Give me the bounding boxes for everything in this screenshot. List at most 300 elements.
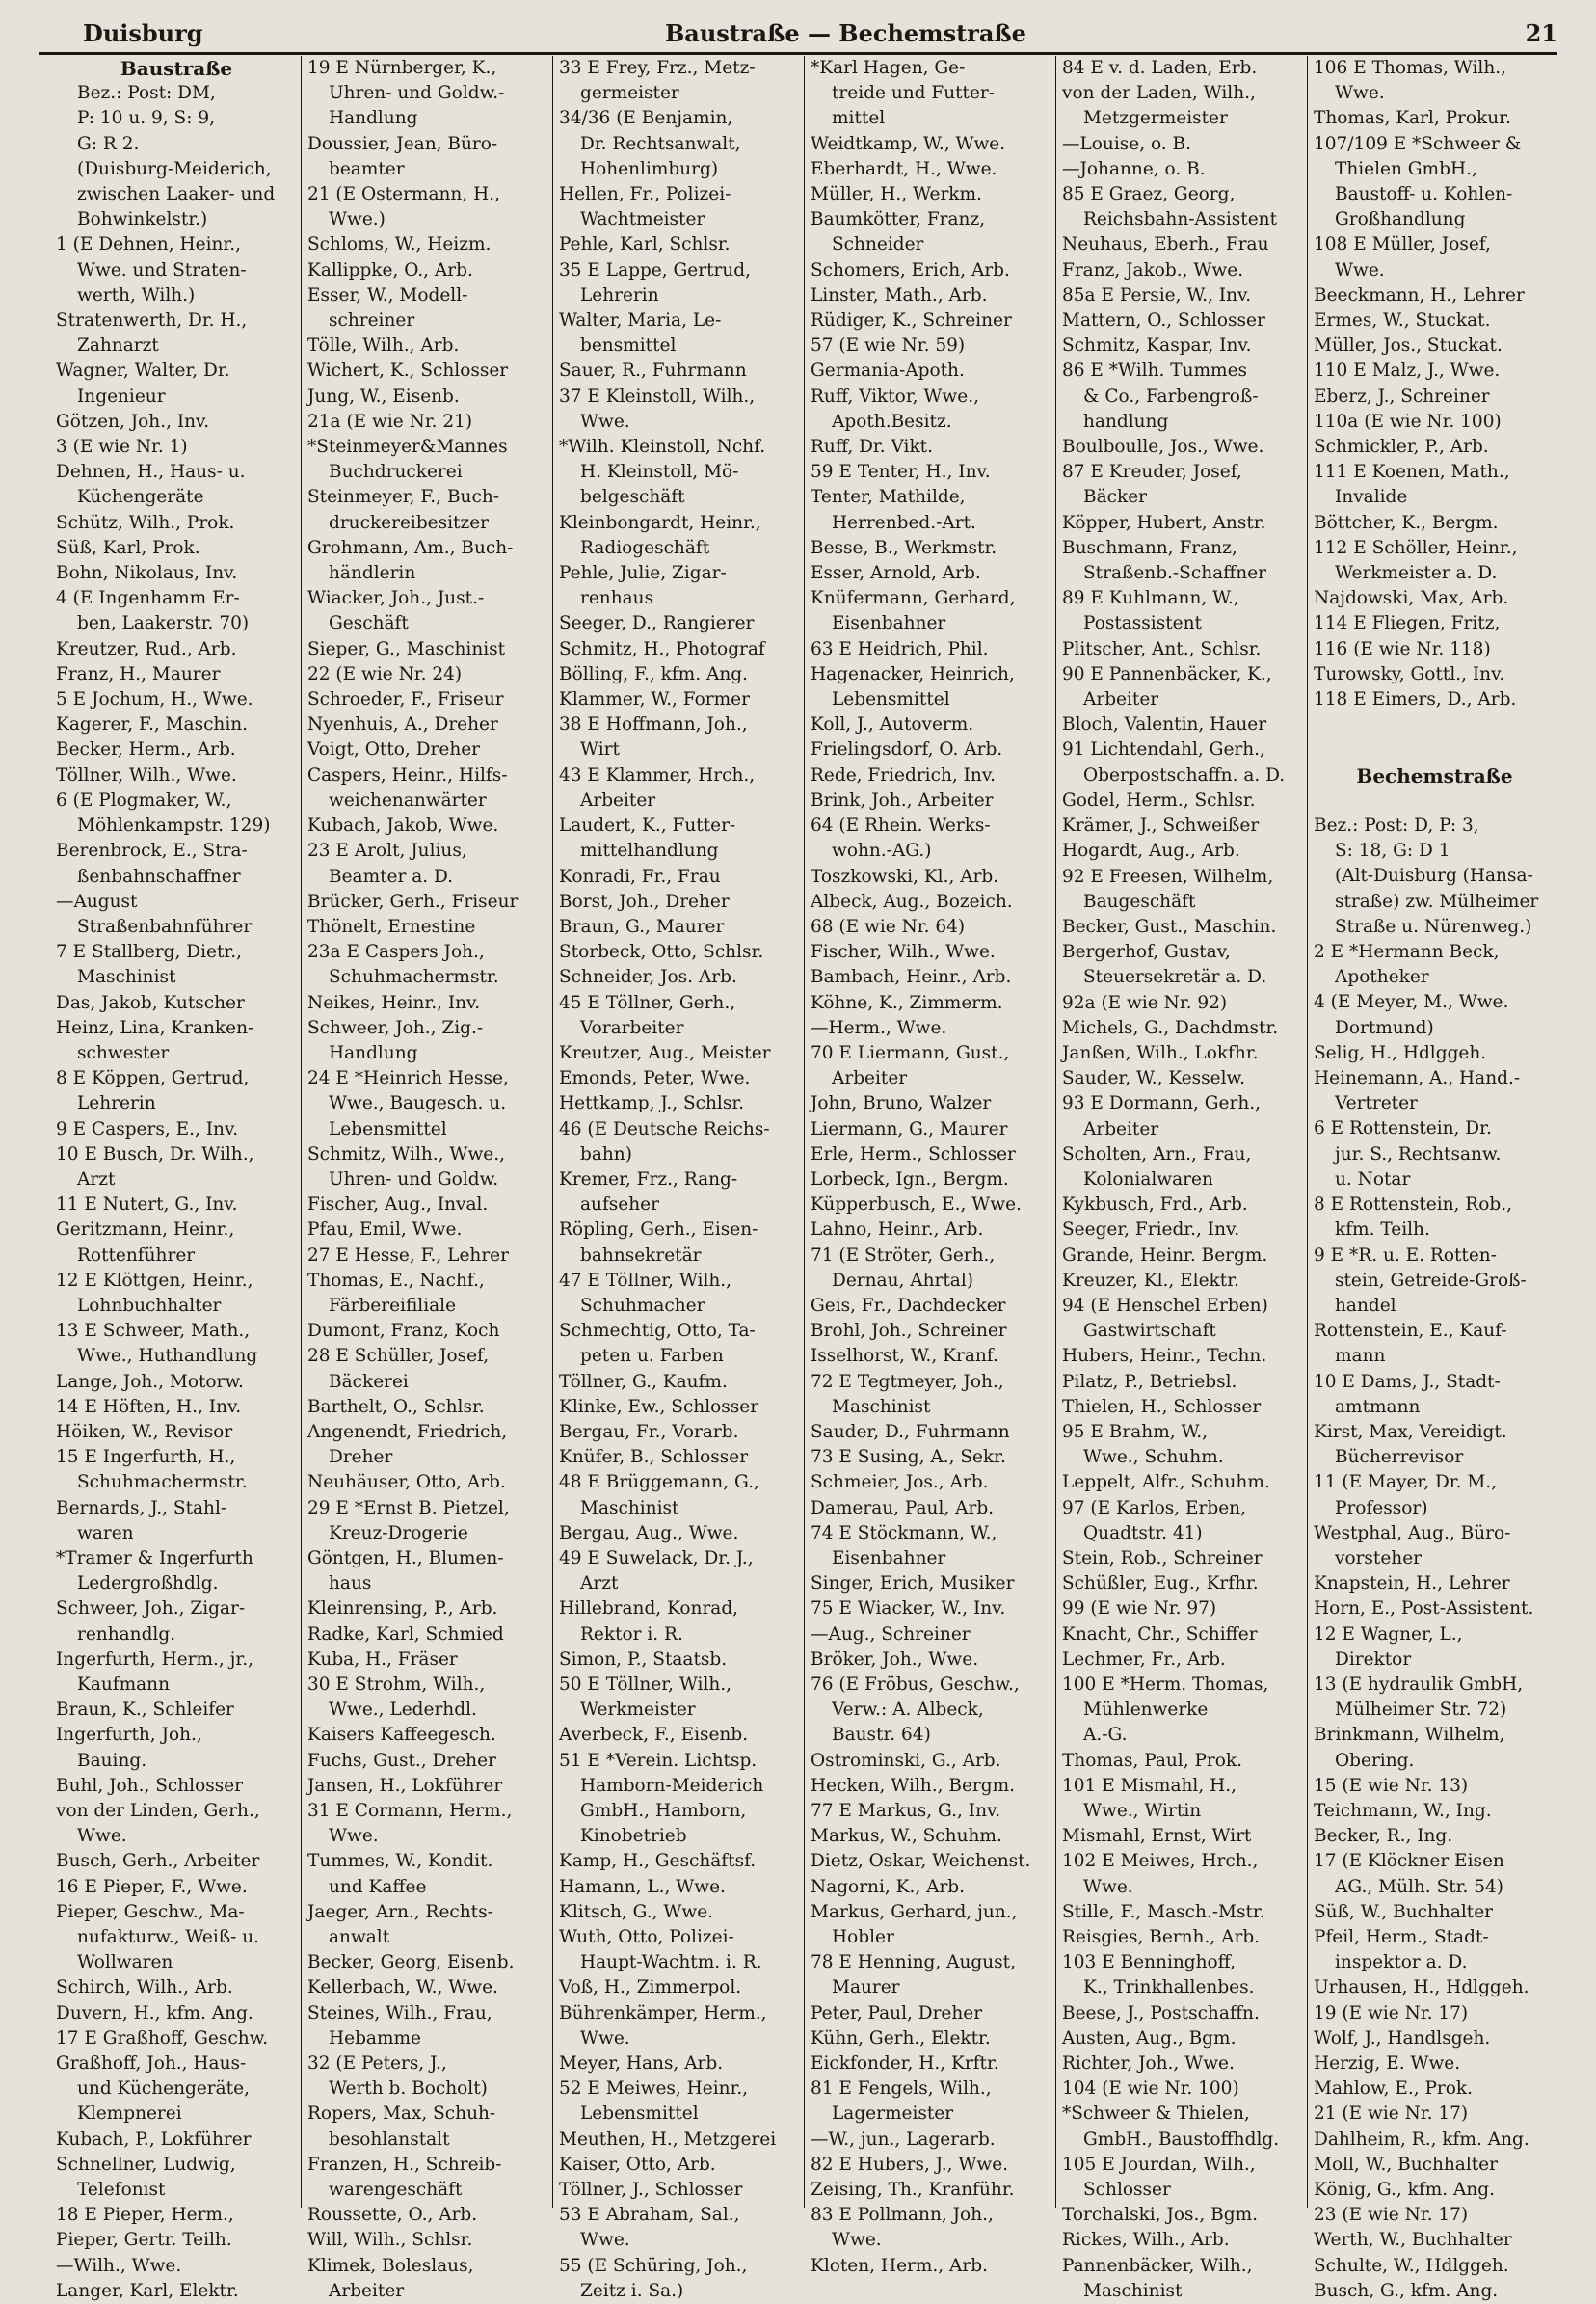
- directory-entry-line: Pfeil, Herm., Stadt-: [1314, 1926, 1489, 1947]
- directory-entry-line: Baugeschäft: [1083, 891, 1196, 912]
- directory-entry-line: Müller, Jos., Stuckat.: [1314, 335, 1503, 357]
- directory-entry-line: Thomas, Karl, Prokur.: [1314, 108, 1511, 129]
- directory-entry-line: Kreutzer, Aug., Meister: [559, 1042, 771, 1063]
- directory-entry-line: (Duisburg-Meiderich,: [77, 158, 272, 179]
- directory-entry-line: 27 E Hesse, F., Lehrer: [307, 1245, 509, 1266]
- directory-entry-line: —August: [56, 891, 138, 912]
- directory-entry-line: Göntgen, H., Blumen-: [307, 1547, 504, 1568]
- directory-entry-line: Bohwinkelstr.): [77, 209, 208, 230]
- directory-entry-line: Buschmann, Franz,: [1062, 537, 1237, 558]
- directory-entry-line: Dumont, Franz, Koch: [307, 1321, 500, 1342]
- directory-entry-line: anwalt: [329, 1927, 390, 1948]
- directory-entry-line: Hebamme: [329, 2027, 421, 2049]
- spacer: [1314, 737, 1556, 763]
- directory-entry-line: Esser, W., Modell-: [307, 284, 468, 306]
- directory-entry-line: Hamborn-Meiderich: [580, 1775, 764, 1796]
- directory-entry-line: Sauder, W., Kesselw.: [1062, 1068, 1246, 1089]
- street-heading: Bechemstraße: [1356, 764, 1513, 788]
- directory-columns: [50, 56, 1561, 2301]
- directory-entry-line: Knapstein, H., Lehrer: [1314, 1573, 1510, 1594]
- directory-entry-line: H. Kleinstoll, Mö-: [580, 462, 739, 483]
- directory-entry-line: beamter: [329, 158, 405, 179]
- directory-entry-line: Kykbusch, Frd., Arb.: [1062, 1194, 1248, 1216]
- directory-entry-line: Ruff, Dr. Vikt.: [811, 437, 933, 458]
- directory-entry-line: Ingerfurth, Herm., jr.,: [56, 1648, 253, 1670]
- directory-entry-line: Kaufmann: [77, 1674, 171, 1695]
- directory-entry-line: Schirch, Wilh., Arb.: [56, 1977, 233, 1998]
- directory-entry-line: Herzig, E. Wwe.: [1314, 2053, 1461, 2074]
- directory-entry-line: besohlanstalt: [329, 2129, 450, 2150]
- directory-entry-line: 51 E *Verein. Lichtsp.: [559, 1750, 758, 1771]
- directory-entry-line: Singer, Erich, Musiker: [811, 1573, 1015, 1594]
- directory-entry-line: 73 E Susing, A., Sekr.: [811, 1447, 1006, 1468]
- directory-entry-line: & Co., Farbengroß-: [1083, 386, 1259, 407]
- directory-entry-line: Wolf, J., Handlsgeh.: [1314, 2027, 1491, 2049]
- directory-entry-line: 103 E Benninghoff,: [1062, 1952, 1237, 1973]
- directory-entry-line: A.-G.: [1083, 1725, 1128, 1746]
- directory-entry-line: Averbeck, F., Eisenb.: [559, 1725, 749, 1746]
- directory-entry-line: Neuhäuser, Otto, Arb.: [307, 1472, 506, 1493]
- directory-entry-line: Herrenbed.-Art.: [832, 512, 976, 533]
- directory-entry-line: Großhandlung: [1335, 209, 1466, 230]
- directory-entry-line: Storbeck, Otto, Schlsr.: [559, 942, 764, 963]
- directory-entry-line: Handlung: [329, 108, 418, 129]
- directory-entry-line: König, G., kfm. Ang.: [1314, 2180, 1496, 2201]
- directory-entry-line: druckereibesitzer: [329, 512, 490, 533]
- directory-entry-line: 24 E *Heinrich Hesse,: [307, 1068, 509, 1089]
- directory-entry-line: Germania-Apoth.: [811, 361, 965, 382]
- directory-entry-line: peten u. Farben: [580, 1346, 724, 1367]
- directory-entry-line: Verw.: A. Albeck,: [832, 1700, 984, 1721]
- directory-entry-line: Knüfer, B., Schlosser: [559, 1447, 749, 1468]
- directory-entry-line: Beamter a. D.: [329, 866, 454, 887]
- directory-entry-line: P: 10 u. 9, S: 9,: [77, 108, 215, 129]
- directory-entry-line: Becker, Herm., Arb.: [56, 739, 236, 761]
- directory-entry-line: u. Notar: [1335, 1168, 1411, 1190]
- directory-entry-line: Stratenwerth, Dr. H.,: [56, 310, 248, 332]
- directory-entry-line: Buhl, Joh., Schlosser: [56, 1775, 243, 1796]
- directory-entry-line: Bergerhof, Gustav,: [1062, 942, 1231, 963]
- directory-entry-line: Rickes, Wilh., Arb.: [1062, 2230, 1230, 2251]
- directory-entry-line: —Herm., Wwe.: [811, 1017, 947, 1038]
- directory-entry-line: 57 (E wie Nr. 59): [811, 335, 966, 357]
- directory-entry-line: Zahnarzt: [77, 335, 159, 357]
- directory-entry-line: Godel, Herm., Schlsr.: [1062, 790, 1256, 811]
- directory-entry-line: Metzgermeister: [1083, 108, 1228, 129]
- directory-entry-line: 15 E Ingerfurth, H.,: [56, 1447, 236, 1468]
- directory-entry-line: schreiner: [329, 310, 415, 332]
- directory-entry-line: Bez.: Post: D, P: 3,: [1314, 816, 1479, 837]
- spacer: [1314, 712, 1556, 737]
- directory-entry-line: Kleinrensing, P., Arb.: [307, 1598, 498, 1620]
- directory-entry-line: Franz, Jakob., Wwe.: [1062, 259, 1244, 281]
- directory-entry-line: 104 (E wie Nr. 100): [1062, 2078, 1239, 2100]
- directory-entry-line: 84 E v. d. Laden, Erb.: [1062, 58, 1258, 78]
- directory-entry-line: Kuba, H., Fräser: [307, 1648, 458, 1670]
- directory-entry-line: Kamp, H., Geschäftsf.: [559, 1851, 757, 1872]
- directory-entry-line: wohn.-AG.): [832, 841, 932, 862]
- directory-entry-line: Langer, Karl, Elektr.: [56, 2280, 239, 2301]
- directory-entry-line: Jansen, H., Lokführer: [307, 1775, 503, 1796]
- directory-entry-line: bahn): [580, 1143, 632, 1165]
- directory-entry-line: Schmeier, Jos., Arb.: [811, 1472, 989, 1493]
- directory-entry-line: Wwe.: [1335, 259, 1385, 281]
- directory-entry-line: Mismahl, Ernst, Wirt: [1062, 1826, 1252, 1847]
- directory-entry-line: Wwe., Huthandlung: [77, 1346, 258, 1367]
- directory-entry-line: Linster, Math., Arb.: [811, 284, 988, 306]
- directory-entry-line: Bergau, Aug., Wwe.: [559, 1522, 739, 1543]
- directory-entry-line: Werkmeister: [580, 1700, 696, 1721]
- directory-entry-line: Lebensmittel: [832, 689, 950, 710]
- directory-entry-line: G: R 2.: [77, 133, 140, 154]
- directory-entry-line: Kreutzer, Rud., Arb.: [56, 638, 237, 659]
- directory-entry-line: Kolonialwaren: [1083, 1168, 1213, 1190]
- directory-entry-line: 35 E Lappe, Gertrud,: [559, 259, 752, 281]
- directory-entry-line: Krämer, J., Schweißer: [1062, 816, 1260, 837]
- directory-entry-line: 53 E Abraham, Sal.,: [559, 2205, 740, 2226]
- directory-entry-line: Kleinbongardt, Heinr.,: [559, 512, 761, 533]
- directory-entry-line: Schuhmachermstr.: [329, 967, 499, 988]
- directory-entry-line: Invalide: [1335, 487, 1408, 508]
- directory-entry-line: Wollwaren: [77, 1952, 173, 1973]
- directory-entry-line: 5 E Jochum, H., Wwe.: [56, 689, 253, 710]
- directory-entry-line: renhandlg.: [77, 1623, 176, 1645]
- directory-entry-line: 28 E Schüller, Josef,: [307, 1346, 490, 1367]
- directory-entry-line: 114 E Fliegen, Fritz,: [1314, 613, 1501, 634]
- directory-entry-line: Markus, W., Schuhm.: [811, 1826, 1002, 1847]
- directory-entry-line: Sauer, R., Fuhrmann: [559, 361, 747, 382]
- directory-entry-line: John, Bruno, Walzer: [811, 1093, 992, 1114]
- directory-entry-line: Dehnen, H., Haus- u.: [56, 462, 246, 483]
- directory-entry-line: 86 E *Wilh. Tummes: [1062, 361, 1248, 382]
- directory-entry-line: 21a (E wie Nr. 21): [307, 411, 473, 432]
- directory-entry-line: Professor): [1335, 1497, 1428, 1518]
- directory-entry-line: Tenter, Mathilde,: [811, 487, 966, 508]
- directory-entry-line: Schüßler, Eug., Krfhr.: [1062, 1573, 1259, 1594]
- directory-entry-line: Pehle, Julie, Zigar-: [559, 563, 727, 584]
- directory-entry-line: Apotheker: [1335, 967, 1429, 988]
- directory-entry-line: Plitscher, Ant., Schlsr.: [1062, 638, 1262, 659]
- directory-entry-line: Frielingsdorf, O. Arb.: [811, 739, 1003, 761]
- directory-entry-line: Hillebrand, Konrad,: [559, 1598, 739, 1620]
- directory-entry-line: 76 (E Fröbus, Geschw.,: [811, 1674, 1020, 1695]
- directory-entry-line: Austen, Aug., Bgm.: [1062, 2027, 1237, 2049]
- directory-entry-line: Kremer, Frz., Rang-: [559, 1168, 738, 1190]
- directory-entry-line: Stein, Rob., Schreiner: [1062, 1547, 1263, 1568]
- directory-entry-line: Najdowski, Max, Arb.: [1314, 588, 1509, 609]
- directory-entry-line: Emonds, Peter, Wwe.: [559, 1068, 751, 1089]
- directory-entry-line: 64 (E Rhein. Werks-: [811, 816, 991, 837]
- directory-entry-line: Pilatz, P., Betriebsl.: [1062, 1371, 1237, 1392]
- directory-entry-line: 95 E Brahm, W.,: [1062, 1421, 1209, 1442]
- directory-entry-line: Bröker, Joh., Wwe.: [811, 1648, 979, 1670]
- directory-entry-line: Braun, G., Maurer: [559, 916, 725, 937]
- directory-entry-line: germeister: [580, 83, 679, 104]
- directory-entry-line: Ostrominski, G., Arb.: [811, 1750, 1001, 1771]
- directory-entry-line: Erle, Herm., Schlosser: [811, 1143, 1016, 1165]
- directory-entry-line: Uhren- und Goldw.: [329, 1168, 499, 1190]
- directory-entry-line: Westphal, Aug., Büro-: [1314, 1522, 1511, 1543]
- directory-entry-line: S: 18, G: D 1: [1335, 841, 1450, 862]
- directory-entry-line: Schuhmachermstr.: [77, 1472, 248, 1493]
- directory-column: [1308, 56, 1559, 2301]
- directory-entry-line: 92a (E wie Nr. 92): [1062, 992, 1228, 1013]
- directory-entry-line: Färbereifiliale: [329, 1295, 457, 1316]
- directory-entry-line: 91 Lichtendahl, Gerh.,: [1062, 739, 1265, 761]
- directory-entry-line: Lechmer, Fr., Arb.: [1062, 1648, 1226, 1670]
- directory-entry-line: Töllner, J., Schlosser: [559, 2180, 743, 2201]
- directory-entry-line: 101 E Mismahl, H.,: [1062, 1775, 1237, 1796]
- directory-entry-line: bensmittel: [580, 335, 677, 357]
- directory-entry-line: 55 (E Schüring, Joh.,: [559, 2255, 748, 2276]
- directory-entry-line: waren: [77, 1522, 134, 1543]
- directory-entry-line: Berenbrock, E., Stra-: [56, 841, 248, 862]
- directory-entry-line: Apoth.Besitz.: [832, 411, 952, 432]
- directory-entry-line: Schweer, Joh., Zigar-: [56, 1598, 246, 1620]
- directory-entry-line: Hohenlimburg): [580, 158, 719, 179]
- directory-entry-line: 112 E Schöller, Heinr.,: [1314, 537, 1518, 558]
- directory-entry-line: 10 E Dams, J., Stadt-: [1314, 1371, 1501, 1392]
- directory-entry-line: Scholten, Arn., Frau,: [1062, 1143, 1252, 1165]
- directory-entry-line: Caspers, Heinr., Hilfs-: [307, 764, 508, 786]
- directory-entry-line: Postassistent: [1083, 613, 1202, 634]
- directory-entry-line: GmbH., Baustoffhdlg.: [1083, 2129, 1280, 2150]
- directory-entry-line: 32 (E Peters, J.,: [307, 2053, 447, 2075]
- directory-entry-line: Reichsbahn-Assistent: [1083, 209, 1278, 230]
- directory-entry-line: nufakturw., Weiß- u.: [77, 1927, 260, 1948]
- directory-entry-line: treide und Futter-: [832, 83, 996, 104]
- directory-entry-line: 17 (E Klöckner Eisen: [1314, 1851, 1504, 1872]
- directory-entry-line: 43 E Klammer, Hrch.,: [559, 764, 756, 786]
- directory-entry-line: inspektor a. D.: [1335, 1952, 1468, 1973]
- directory-entry-line: 13 (E hydraulik GmbH,: [1314, 1674, 1524, 1695]
- directory-entry-line: Koll, J., Autoverm.: [811, 714, 974, 736]
- directory-entry-line: Geschäft: [329, 613, 409, 634]
- directory-entry-line: Mühlenwerke: [1083, 1700, 1209, 1721]
- directory-entry-line: Straßenbahnführer: [77, 916, 253, 937]
- directory-entry-line: 111 E Koenen, Math.,: [1314, 462, 1510, 483]
- directory-entry-line: 13 E Schweer, Math.,: [56, 1321, 251, 1342]
- directory-entry-line: Horn, E., Post-Assistent.: [1314, 1598, 1534, 1620]
- directory-entry-line: Torchalski, Jos., Bgm.: [1062, 2205, 1259, 2226]
- directory-entry-line: Laudert, K., Futter-: [559, 816, 736, 837]
- directory-entry-line: Doussier, Jean, Büro-: [307, 133, 498, 154]
- directory-entry-line: handlung: [1083, 411, 1169, 432]
- directory-entry-line: Wirt: [580, 739, 620, 761]
- directory-entry-line: Vorarbeiter: [580, 1017, 684, 1038]
- directory-entry-line: 81 E Fengels, Wilh.,: [811, 2078, 992, 2100]
- directory-entry-line: Kallippke, O., Arb.: [307, 259, 473, 281]
- directory-entry-line: Knacht, Chr., Schiffer: [1062, 1623, 1258, 1645]
- directory-entry-line: Oberpostschaffn. a. D.: [1083, 764, 1286, 786]
- directory-entry-line: Handlung: [329, 1042, 418, 1063]
- directory-entry-line: Maschinist: [580, 1497, 679, 1518]
- directory-entry-line: Eberhardt, H., Wwe.: [811, 158, 998, 179]
- directory-entry-line: Wichert, K., Schlosser: [307, 361, 509, 382]
- directory-entry-line: Arbeiter: [580, 790, 656, 811]
- directory-entry-line: Kellerbach, W., Wwe.: [307, 1977, 498, 1998]
- directory-entry-line: 77 E Markus, G., Inv.: [811, 1801, 1001, 1822]
- directory-entry-line: und Kaffee: [329, 1876, 427, 1897]
- page-header: [39, 13, 1557, 55]
- directory-entry-line: Konradi, Fr., Frau: [559, 866, 721, 887]
- directory-entry-line: Schmitz, H., Photograf: [559, 638, 765, 659]
- directory-entry-line: 23a E Caspers Joh.,: [307, 942, 485, 963]
- directory-entry-line: Thomas, Paul, Prok.: [1062, 1750, 1242, 1771]
- directory-entry-line: Bohn, Nikolaus, Inv.: [56, 563, 238, 584]
- directory-entry-line: —Louise, o. B.: [1062, 133, 1192, 154]
- directory-entry-line: Simon, P., Staatsb.: [559, 1648, 728, 1670]
- directory-entry-line: 22 (E wie Nr. 24): [307, 663, 463, 684]
- directory-entry-line: 19 (E wie Nr. 17): [1314, 2002, 1469, 2023]
- directory-entry-line: 1 (E Dehnen, Heinr.,: [56, 234, 241, 255]
- directory-entry-line: Pieper, Geschw., Ma-: [56, 1901, 245, 1922]
- directory-entry-line: Bäcker: [1083, 487, 1147, 508]
- directory-entry-line: Hettkamp, J., Schlsr.: [559, 1093, 745, 1114]
- directory-entry-line: 71 (E Ströter, Gerh.,: [811, 1245, 996, 1266]
- directory-entry-line: Ingerfurth, Joh.,: [56, 1725, 202, 1746]
- directory-entry-line: Lebensmittel: [329, 1118, 447, 1139]
- directory-entry-line: Fischer, Aug., Inval.: [307, 1194, 489, 1216]
- directory-entry-line: Klitsch, G., Wwe.: [559, 1901, 714, 1922]
- directory-entry-line: Schweer, Joh., Zig.-: [307, 1017, 484, 1038]
- directory-entry-line: Lorbeck, Ign., Bergm.: [811, 1168, 1009, 1190]
- directory-entry-line: aufseher: [580, 1194, 659, 1216]
- directory-entry-line: Becker, Georg, Eisenb.: [307, 1952, 515, 1973]
- directory-entry-line: amtmann: [1335, 1396, 1421, 1417]
- directory-entry-line: werth, Wilh.): [77, 284, 196, 306]
- directory-entry-line: 30 E Strohm, Wilh.,: [307, 1674, 486, 1695]
- directory-entry-line: Maurer: [832, 1977, 900, 1998]
- directory-entry-line: Maschinist: [832, 1396, 931, 1417]
- directory-entry-line: Wwe.: [580, 411, 630, 432]
- directory-entry-line: Geritzmann, Heinr.,: [56, 1219, 235, 1241]
- directory-entry-line: Bloch, Valentin, Hauer: [1062, 714, 1267, 736]
- directory-entry-line: Sieper, G., Maschinist: [307, 638, 506, 659]
- directory-column: [50, 56, 302, 2301]
- directory-entry-line: Bücherrevisor: [1335, 1447, 1464, 1468]
- directory-entry-line: 21 (E Ostermann, H.,: [307, 184, 500, 205]
- directory-entry-line: Direktor: [1335, 1648, 1412, 1670]
- directory-entry-line: Meuthen, H., Metzgerei: [559, 2129, 777, 2150]
- directory-entry-line: 93 E Dormann, Gerh.,: [1062, 1093, 1262, 1114]
- directory-entry-line: Das, Jakob, Kutscher: [56, 992, 245, 1013]
- directory-entry-line: 17 E Graßhoff, Geschw.: [56, 2027, 269, 2049]
- directory-entry-line: und Küchengeräte,: [77, 2078, 250, 2100]
- directory-entry-line: Neikes, Heinr., Inv.: [307, 992, 481, 1013]
- directory-entry-line: Klammer, W., Former: [559, 689, 750, 710]
- directory-entry-line: Küchengeräte: [77, 487, 204, 508]
- directory-entry-line: Damerau, Paul, Arb.: [811, 1497, 995, 1518]
- header-street-range: Baustraße — Bechemstraße: [665, 19, 1026, 47]
- directory-entry-line: Bergau, Fr., Vorarb.: [559, 1421, 739, 1442]
- directory-entry-line: Rottenstein, E., Kauf-: [1314, 1321, 1507, 1342]
- directory-entry-line: mittelhandlung: [580, 841, 719, 862]
- directory-entry-line: 90 E Pannenbäcker, K.,: [1062, 663, 1272, 684]
- directory-entry-line: Wiacker, Joh., Just.-: [307, 588, 485, 609]
- directory-entry-line: Töllner, G., Kaufm.: [559, 1371, 728, 1392]
- directory-entry-line: Pannenbäcker, Wilh.,: [1062, 2255, 1253, 2276]
- directory-entry-line: (Alt-Duisburg (Hansa-: [1335, 866, 1533, 887]
- directory-entry-line: Telefonist: [77, 2180, 166, 2201]
- directory-entry-line: Braun, K., Schleifer: [56, 1700, 234, 1721]
- directory-entry-line: 107/109 E *Schweer &: [1314, 133, 1522, 154]
- directory-entry-line: Zeitz i. Sa.): [580, 2280, 684, 2301]
- directory-entry-line: Hagenacker, Heinrich,: [811, 663, 1015, 684]
- directory-entry-line: Schloms, W., Heizm.: [307, 234, 492, 255]
- directory-entry-line: Walter, Maria, Le-: [559, 310, 722, 332]
- directory-entry-line: GmbH., Hamborn,: [580, 1801, 747, 1822]
- directory-entry-line: Markus, Gerhard, jun.,: [811, 1901, 1018, 1922]
- directory-entry-line: Brink, Joh., Arbeiter: [811, 790, 994, 811]
- directory-entry-line: Ruff, Viktor, Wwe.,: [811, 386, 979, 407]
- directory-entry-line: Hamann, L., Wwe.: [559, 1876, 726, 1897]
- directory-entry-line: Schmickler, P., Arb.: [1314, 437, 1489, 458]
- directory-entry-line: Meyer, Hans, Arb.: [559, 2053, 724, 2075]
- directory-entry-line: 3 (E wie Nr. 1): [56, 437, 188, 458]
- directory-entry-line: Kirst, Max, Vereidigt.: [1314, 1421, 1507, 1442]
- directory-entry-line: Voß, H., Zimmerpol.: [559, 1977, 742, 1998]
- directory-entry-line: Arbeiter: [1083, 689, 1159, 710]
- directory-entry-line: 46 (E Deutsche Reichs-: [559, 1118, 770, 1139]
- directory-entry-line: Hogardt, Aug., Arb.: [1062, 841, 1240, 862]
- directory-entry-line: Franz, H., Maurer: [56, 663, 221, 684]
- directory-entry-line: Lahno, Heinr., Arb.: [811, 1219, 984, 1241]
- directory-entry-line: Rede, Friedrich, Inv.: [811, 764, 996, 786]
- directory-entry-line: —W., jun., Lagerarb.: [811, 2129, 996, 2150]
- directory-entry-line: Kreuz-Drogerie: [329, 1522, 468, 1543]
- directory-entry-line: 12 E Wagner, L.,: [1314, 1623, 1463, 1645]
- directory-entry-line: 94 (E Henschel Erben): [1062, 1295, 1268, 1316]
- directory-entry-line: Seeger, Friedr., Inv.: [1062, 1219, 1240, 1241]
- directory-entry-line: 8 E Rottenstein, Rob.,: [1314, 1194, 1512, 1216]
- directory-entry-line: Rottenführer: [77, 1245, 196, 1266]
- directory-entry-line: schwester: [77, 1042, 170, 1063]
- directory-entry-line: *Karl Hagen, Ge-: [811, 58, 966, 78]
- directory-entry-line: Dietz, Oskar, Weichenst.: [811, 1851, 1031, 1872]
- directory-entry-line: 108 E Müller, Josef,: [1314, 234, 1491, 255]
- directory-entry-line: Götzen, Joh., Inv.: [56, 411, 210, 432]
- directory-entry-line: Steinmeyer, F., Buch-: [307, 487, 499, 508]
- directory-entry-line: Wwe., Wirtin: [1083, 1801, 1202, 1822]
- directory-entry-line: Toszkowski, Kl., Arb.: [811, 866, 999, 887]
- directory-entry-line: Grande, Heinr. Bergm.: [1062, 1245, 1268, 1266]
- directory-entry-line: Franzen, H., Schreib-: [307, 2154, 502, 2175]
- directory-entry-line: Schmechtig, Otto, Ta-: [559, 1321, 756, 1342]
- directory-entry-line: Klimek, Boleslaus,: [307, 2255, 474, 2276]
- directory-entry-line: Wwe., Lederhdl.: [329, 1700, 477, 1721]
- directory-entry-line: 8 E Köppen, Gertrud,: [56, 1068, 250, 1089]
- directory-entry-line: Wwe.: [580, 2230, 630, 2251]
- directory-column: [553, 56, 805, 2301]
- directory-entry-line: Brinkmann, Wilhelm,: [1314, 1725, 1505, 1746]
- directory-entry-line: jur. S., Rechtsanw.: [1335, 1143, 1502, 1165]
- directory-entry-line: Kinobetrieb: [580, 1826, 687, 1847]
- directory-entry-line: Mülheimer Str. 72): [1335, 1700, 1507, 1721]
- directory-entry-line: Beeckmann, H., Lehrer: [1314, 284, 1525, 306]
- directory-entry-line: 38 E Hoffmann, Joh.,: [559, 714, 748, 736]
- directory-entry-line: 83 E Pollmann, Joh.,: [811, 2205, 994, 2226]
- directory-entry-line: Wwe.: [832, 2230, 882, 2251]
- directory-entry-line: Süß, Karl, Prok.: [56, 537, 200, 558]
- directory-entry-line: 23 E Arolt, Julius,: [307, 841, 467, 862]
- directory-entry-line: Dahlheim, R., kfm. Ang.: [1314, 2129, 1530, 2150]
- directory-entry-line: Busch, Gerh., Arbeiter: [56, 1851, 260, 1872]
- page-number: 21: [1525, 19, 1557, 47]
- directory-entry-line: Leppelt, Alfr., Schuhm.: [1062, 1472, 1270, 1493]
- directory-entry-line: Wwe.: [1335, 83, 1385, 104]
- directory-entry-line: 97 (E Karlos, Erben,: [1062, 1497, 1246, 1518]
